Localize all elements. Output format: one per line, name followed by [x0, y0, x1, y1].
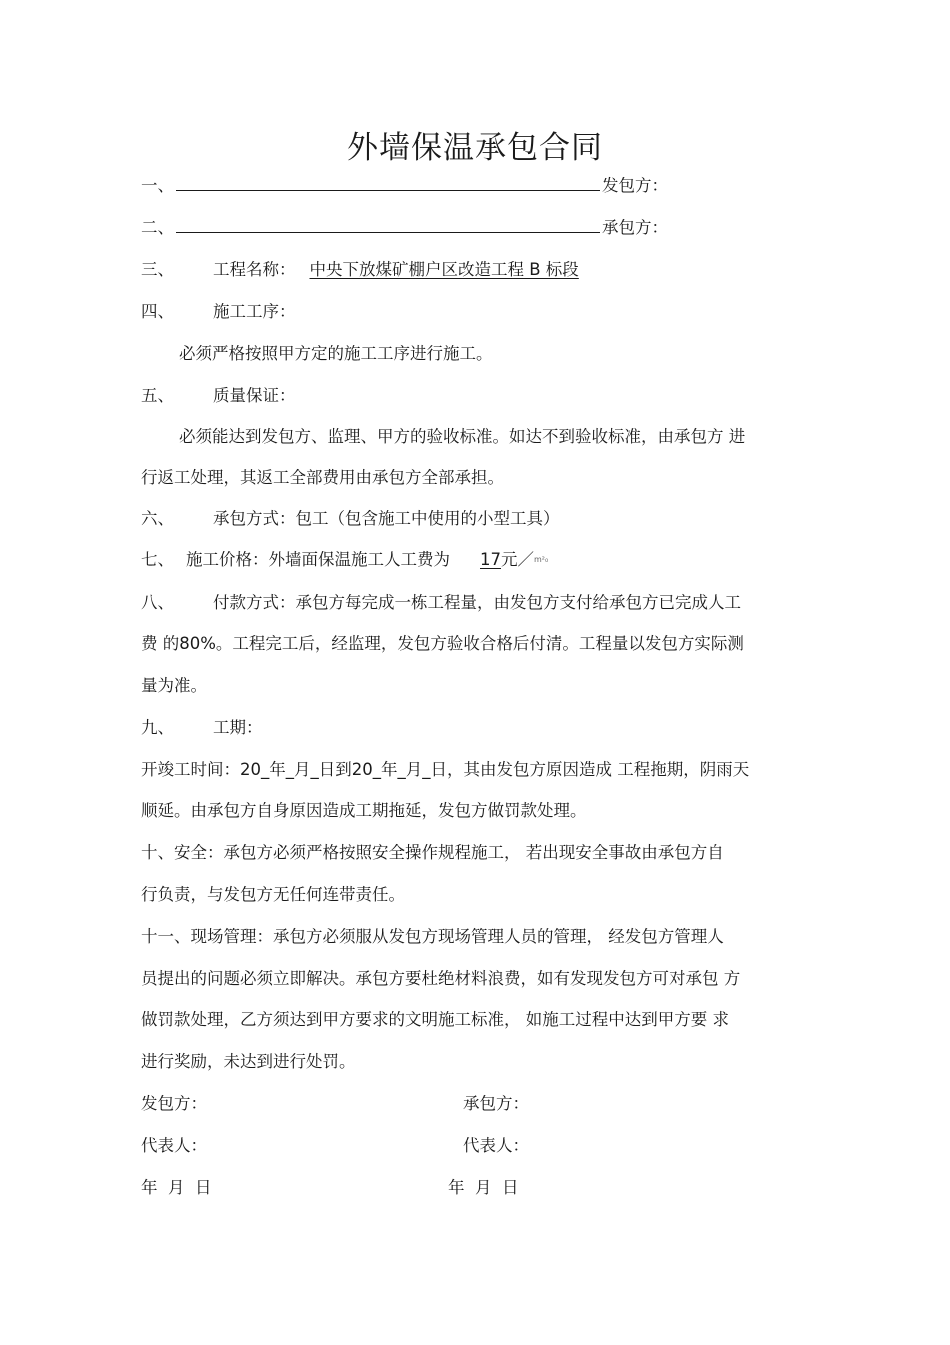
- clause-8-line-1: 付款方式：承包方每完成一栋工程量，由发包方支付给承包方已完成人工: [213, 593, 741, 612]
- clause-11-line-1: 十一、现场管理：承包方必须服从发包方现场管理人员的管理， 经发包方管理人: [141, 927, 724, 946]
- price-unit-small: m²₀: [534, 555, 549, 564]
- clause-9: [141, 717, 263, 739]
- left-date: 年 月 日: [141, 1178, 212, 1197]
- clause-number: 七、: [141, 550, 174, 569]
- clause-label: 工程名称：: [213, 260, 296, 279]
- blank-line: [176, 176, 600, 191]
- clause-label: 承包方：: [602, 218, 668, 237]
- clause-8-line-2: 费 的80%。工程完工后，经监理，发包方验收合格后付清。工程量以发包方实际测: [141, 634, 744, 653]
- clause-10-line-1: 十、安全：承包方必须严格按照安全操作规程施工， 若出现安全事故由承包方自: [141, 843, 724, 862]
- clause-label: 施工价格：外墙面保温施工人工费为: [186, 550, 450, 569]
- clause-number: 八、: [141, 593, 174, 612]
- left-representative-label: 代表人：: [141, 1136, 207, 1155]
- clause-3: [141, 259, 579, 281]
- clause-number: 一、: [141, 176, 174, 195]
- clause-7: [141, 549, 548, 571]
- clause-5-body-line-1: 必须能达到发包方、监理、甲方的验收标准。如达不到验收标准，由承包方 进: [179, 427, 746, 446]
- clause-label: 承包方式：包工（包含施工中使用的小型工具）: [213, 509, 560, 528]
- clause-number: 三、: [141, 260, 174, 279]
- clause-11-line-3: 做罚款处理，乙方须达到甲方要求的文明施工标准， 如施工过程中达到甲方要 求: [141, 1010, 729, 1029]
- clause-5-body-line-2: 行返工处理，其返工全部费用由承包方全部承担。: [141, 468, 504, 487]
- clause-6: [141, 508, 560, 530]
- clause-number: 五、: [141, 386, 174, 405]
- clause-8-line-3: 量为准。: [141, 676, 207, 695]
- document-title: 外墙保温承包合同: [347, 130, 603, 166]
- clause-number: 九、: [141, 718, 174, 737]
- clause-number: 四、: [141, 302, 174, 321]
- right-date: 年 月 日: [448, 1178, 519, 1197]
- blank-line: [176, 218, 600, 233]
- project-name: 中央下放煤矿棚户区改造工程 B 标段: [309, 260, 579, 279]
- clause-10-line-2: 行负责，与发包方无任何连带责任。: [141, 885, 405, 904]
- clause-4: [141, 301, 296, 323]
- clause-number: 二、: [141, 218, 174, 237]
- clause-1: [141, 175, 668, 197]
- right-party-label: 承包方：: [463, 1094, 529, 1113]
- clause-number: 六、: [141, 509, 174, 528]
- clause-8: [141, 592, 741, 614]
- clause-11-line-2: 员提出的问题必须立即解决。承包方要杜绝材料浪费，如有发现发包方可对承包 方: [141, 969, 741, 988]
- clause-label: 质量保证：: [213, 386, 296, 405]
- clause-5: [141, 385, 296, 407]
- right-representative-label: 代表人：: [463, 1136, 529, 1155]
- left-party-label: 发包方：: [141, 1094, 207, 1113]
- clause-9-line-1: 开竣工时间：20_年_月_日到20_年_月_日，其由发包方原因造成 工程拖期，阴雨天: [141, 760, 750, 779]
- clause-label: 施工工序：: [213, 302, 296, 321]
- price-value: 17: [480, 550, 501, 569]
- clause-4-body: 必须严格按照甲方定的施工工序进行施工。: [179, 344, 493, 363]
- clause-11-line-4: 进行奖励，未达到进行处罚。: [141, 1052, 356, 1071]
- clause-9-line-2: 顺延。由承包方自身原因造成工期拖延，发包方做罚款处理。: [141, 801, 587, 820]
- clause-2: [141, 217, 668, 239]
- price-unit: 元／: [501, 550, 534, 569]
- clause-label: 发包方：: [602, 176, 668, 195]
- clause-label: 工期：: [213, 718, 263, 737]
